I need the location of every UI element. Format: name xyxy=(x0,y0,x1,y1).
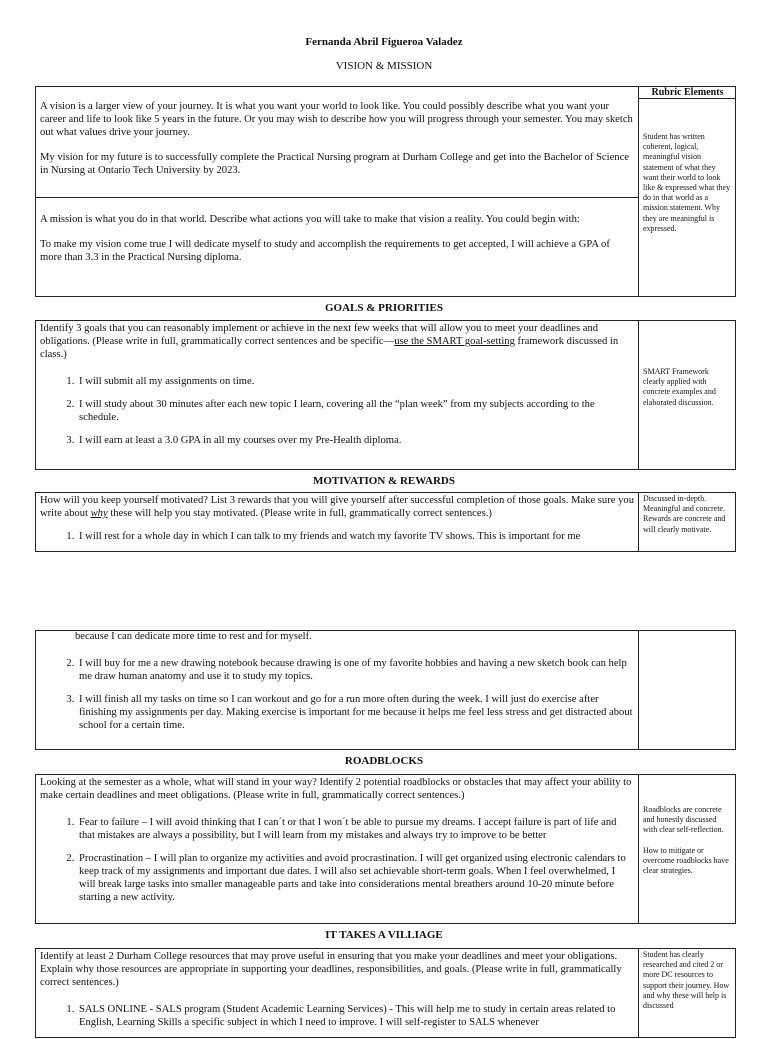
column-divider xyxy=(638,631,639,749)
mission-cell xyxy=(40,213,634,264)
motivation-continued-table xyxy=(35,630,736,750)
vision-cell xyxy=(40,100,634,177)
village-prompt: Identify at least 2 Durham College resources that may prove useful in ensuring that you make your deadlines and meet your obligations. Explain why those resources are appropriate in supporting your deadlines, responsibilities, and goals. (Please write in full, grammatically correct sentences.) xyxy=(40,951,622,988)
row-divider xyxy=(36,197,638,198)
motivation-continued-text: because I can dedicate more time to rest and for myself. xyxy=(75,631,312,642)
list-item: 1. SALS ONLINE - SALS program (Student Academic Learning Services) - This will help me to study in certain areas related to English, Learning Skills a specific subject in which I need to improve. I will self-register to SALS whenever xyxy=(77,1003,634,1029)
column-divider xyxy=(638,493,639,551)
vision-table xyxy=(35,86,736,297)
author-name: Fernanda Abril Figueroa Valadez xyxy=(305,36,463,48)
roadblocks-rubric: Roadblocks are concrete and honestly discussed with clear self-reflection. How to mitigate or overcome roadblocks have clear strategies. xyxy=(643,805,729,876)
column-divider xyxy=(638,87,639,296)
roadblocks-list xyxy=(40,816,634,904)
goals-rubric: SMART Framework clearly applied with concrete examples and elaborated discussion. xyxy=(643,367,716,407)
list-item: 3. I will earn at least a 3.0 GPA in all my courses over my Pre-Health diploma. xyxy=(77,434,634,447)
motivation-continued-cell xyxy=(40,657,634,742)
goals-table xyxy=(35,320,736,470)
list-item: 2. I will buy for me a new drawing notebook because drawing is one of my favorite hobbies and having a new sketch book can help me draw human anatomy and use it to study my topics. xyxy=(77,657,634,683)
roadblocks-heading: ROADBLOCKS xyxy=(344,755,424,767)
motivation-rubric: Discussed in-depth. Meaningful and concrete. Rewards are concrete and will clearly motivate. xyxy=(643,494,726,534)
motivation-table xyxy=(35,492,736,552)
list-item: 2. Procrastination – I will plan to organize my activities and avoid procrastination. I will get organized using electronic calendars to keep track of my assignments and important due dates. I will also set achievable short-term goals. When I feel overwhelmed, I will break large tasks into smaller manageable parts and take into considerations mental breathers around 10-20 minute before starting a new activity. xyxy=(77,852,634,904)
list-item: 1. Fear to failure – I will avoid thinking that I can´t or that I won´t be able to pursue my dreams. I accept failure is part of life and that mistakes are always a possibility, but I will learn from my mistakes and always try to improve to be better xyxy=(77,816,634,842)
mission-answer: To make my vision come true I will dedicate myself to study and accomplish the requirements to get accepted, I will achieve a GPA of more than 3.3 in the Practical Nursing diploma. xyxy=(40,239,610,263)
page-title: VISION & MISSION xyxy=(335,60,433,72)
goals-heading: GOALS & PRIORITIES xyxy=(325,302,443,314)
village-table xyxy=(35,948,736,1038)
vision-prompt: A vision is a larger view of your journey. It is what you want your world to look like. You could possibly describe what you want your career and life to look like 5 years in the future. Or you may wish to describe how you will progress through your semester. You may sketch out what values drive your journey. xyxy=(40,101,633,138)
village-heading: IT TAKES A VILLIAGE xyxy=(325,929,443,941)
motivation-cell xyxy=(40,494,634,553)
mission-prompt: A mission is what you do in that world. Describe what actions you will take to make that vision a reality. You could begin with: xyxy=(40,214,580,225)
goals-cell xyxy=(40,322,634,457)
motivation-prompt: How will you keep yourself motivated? List 3 rewards that you will give yourself after successful completion of those goals. Make sure you write about why these will help you stay motivated. (Please write in full, grammatically correct sentences.) xyxy=(40,495,634,519)
column-divider xyxy=(638,321,639,469)
list-item: 1. I will submit all my assignments on time. xyxy=(77,375,634,388)
vision-rubric: Student has written coherent, logical, meaningful vision statement of what they want their world to look like & expressed what they do in that world as a mission statement. Why they are meaningful is expressed. xyxy=(643,132,731,233)
roadblocks-table xyxy=(35,774,736,924)
roadblocks-cell xyxy=(40,776,634,914)
motivation-list xyxy=(40,530,634,543)
village-cell xyxy=(40,950,634,1039)
list-item: 2. I will study about 30 minutes after each new topic I learn, covering all the “plan week” from my subjects according to the schedule. xyxy=(77,398,634,424)
vision-answer: My vision for my future is to successfully complete the Practical Nursing program at Durham College and get into the Bachelor of Science in Nursing at Ontario Tech University by 2023. xyxy=(40,152,629,176)
column-divider xyxy=(638,775,639,923)
village-list xyxy=(40,1003,634,1029)
goals-list xyxy=(40,375,634,447)
roadblocks-prompt: Looking at the semester as a whole, what will stand in your way? Identify 2 potential roadblocks or obstacles that may affect your ability to make certain deadlines and meet obligations. (Please write in full, grammatically correct sentences.) xyxy=(40,777,632,801)
smart-goal-link[interactable]: use the SMART goal-setting xyxy=(394,336,515,347)
list-item: 1. I will rest for a whole day in which I can talk to my friends and watch my favorite TV shows. This is important for me xyxy=(77,530,634,543)
motivation-heading: MOTIVATION & REWARDS xyxy=(312,475,455,487)
why-emphasis: why xyxy=(90,508,108,519)
village-rubric: Student has clearly researched and cited 2 or more DC resources to support their journey. How and why these will help is discussed xyxy=(643,950,730,1011)
list-item: 3. I will finish all my tasks on time so I can workout and go for a run more often during the week. I will just do exercise after finishing my assignments per day. Making exercise is important for me because it helps me feel less stress and get distracted about school for a certain time. xyxy=(77,693,634,732)
motivation-list-continued xyxy=(40,657,634,732)
goals-prompt: Identify 3 goals that you can reasonably implement or achieve in the next few weeks that will allow you to meet your deadlines and obligations. (Please write in full, grammatically correct sentences and be specific—use the SMART goal-setting framework discussed in class.) xyxy=(40,323,619,360)
rubric-header: Rubric Elements xyxy=(651,87,724,98)
